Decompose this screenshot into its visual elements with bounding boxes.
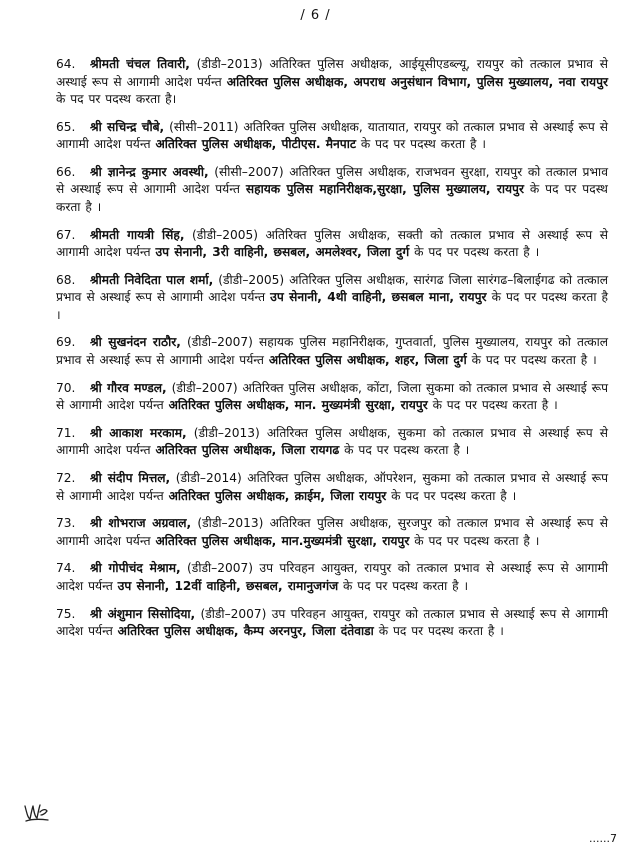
- entry-number: 74.: [56, 561, 76, 576]
- entry-number: 65.: [56, 119, 76, 134]
- posting-location: अतिरिक्त पुलिस अधीक्षक, शहर, जिला दुर्ग: [268, 352, 467, 367]
- order-entry: [56, 425, 608, 460]
- posting-location: उप सेनानी, 12वीं वाहिनी, छसबल, रामानुजगंज: [117, 578, 339, 593]
- posting-location: अतिरिक्त पुलिस अधीक्षक, क्राईम, जिला रायपुर: [168, 488, 387, 503]
- entry-text: (डीडी–2005) अतिरिक्त पुलिस अधीक्षक, सारंगढ जिला सारंगढ–बिलाईगढ को तत्काल प्रभाव से अस्थाई रूप से आगामी आदेश पर्यन्त: [56, 272, 608, 305]
- officer-name: श्री सचिन्द्र चौबे,: [90, 119, 165, 134]
- entry-suffix: के पद पर पदस्थ करता है ।: [386, 488, 517, 503]
- entry-suffix: के पद पर पदस्थ करता है।: [56, 92, 177, 106]
- entry-number: 70.: [56, 380, 76, 395]
- entry-suffix: के पद पर पदस्थ करता है ।: [427, 398, 558, 413]
- entry-text: (डीडी–2007) सहायक पुलिस महानिरीक्षक, गुप्तवार्ता, पुलिस मुख्यालय, रायपुर को तत्काल प्रभाव से अस्थाई रूप से आगामी आदेश पर्यन्त: [56, 335, 609, 367]
- officer-name: श्री शोभराज अग्रवाल,: [90, 516, 192, 531]
- officer-name: श्री आकाश मरकाम,: [90, 425, 187, 440]
- order-entry: [56, 470, 608, 505]
- entry-suffix: के पद पर पदस्थ करता है ।: [356, 137, 486, 152]
- order-entries: [56, 56, 608, 651]
- entry-text: (सीसी–2007) अतिरिक्त पुलिस अधीक्षक, राजभवन सुरक्षा, रायपुर को तत्काल प्रभाव से अस्थाई रूप से आगामी आदेश पर्यन्त: [56, 164, 608, 197]
- entry-number: 75.: [56, 606, 76, 621]
- posting-location: उप सेनानी, 3री वाहिनी, छसबल, अमलेश्वर, जिला दुर्ग: [155, 245, 410, 260]
- order-entry: [56, 560, 608, 595]
- officer-name: श्री गौरव मण्डल,: [90, 380, 167, 395]
- entry-text: (सीसी–2011) अतिरिक्त पुलिस अधीक्षक, यातायात, रायपुर को तत्काल प्रभाव से अस्थाई रूप से आगामी आदेश पर्यन्त: [56, 119, 608, 152]
- next-page-marker: ......7: [589, 832, 617, 845]
- entry-suffix: के पद पर पदस्थ करता है ।: [56, 290, 608, 322]
- entry-number: 69.: [56, 335, 76, 350]
- entry-number: 64.: [56, 57, 76, 71]
- posting-location: अतिरिक्त पुलिस अधीक्षक, कैम्प अरनपुर, जिला दंतेवाडा: [117, 624, 374, 639]
- officer-name: श्री अंशुमान सिसोदिया,: [90, 606, 196, 621]
- entry-suffix: के पद पर पदस्थ करता है ।: [409, 533, 540, 548]
- order-entry: [56, 380, 608, 415]
- order-entry: [56, 334, 608, 369]
- officer-name: श्री गोपीचंद मेश्राम,: [90, 561, 181, 576]
- officer-name: श्री ज्ञानेन्द्र कुमार अवस्थी,: [90, 164, 209, 179]
- officer-name: श्रीमती निवेदिता पाल शर्मा,: [90, 272, 214, 287]
- entry-number: 73.: [56, 516, 76, 531]
- order-entry: [56, 119, 608, 154]
- entry-suffix: के पद पर पदस्थ करता है ।: [409, 245, 540, 260]
- entry-number: 68.: [56, 272, 76, 287]
- posting-location: उप सेनानी, 4थी वाहिनी, छसबल माना, रायपुर: [270, 290, 487, 305]
- posting-location: सहायक पुलिस महानिरीक्षक,सुरक्षा, पुलिस मुख्यालय, रायपुर: [245, 182, 524, 197]
- order-entry: [56, 56, 608, 109]
- entry-text: (डीडी–2013) अतिरिक्त पुलिस अधीक्षक, सुरजपुर को तत्काल प्रभाव से अस्थाई रूप से आगामी आदेश पर्यन्त: [56, 516, 609, 548]
- officer-name: श्रीमती चंचल तिवारी,: [90, 57, 190, 71]
- entry-suffix: के पद पर पदस्थ करता है ।: [56, 182, 608, 214]
- posting-location: अतिरिक्त पुलिस अधीक्षक, जिला रायगढ: [155, 443, 340, 458]
- officer-name: श्री सुखनंदन राठौर,: [90, 335, 181, 350]
- entry-text: (डीडी–2013) अतिरिक्त पुलिस अधीक्षक, आईयूसीएडब्ल्यू, रायपुर को तत्काल प्रभाव से अस्थाई रूप से आगामी आदेश पर्यन्त: [56, 57, 608, 89]
- page-number: / 6 /: [300, 8, 331, 23]
- posting-location: अतिरिक्त पुलिस अधीक्षक, मान. मुख्यमंत्री सुरक्षा, रायपुर: [168, 398, 428, 413]
- entry-suffix: के पद पर पदस्थ करता है ।: [339, 443, 470, 458]
- order-entry: [56, 272, 608, 325]
- entry-suffix: के पद पर पदस्थ करता है ।: [338, 578, 469, 593]
- officer-name: श्रीमती गायत्री सिंह,: [90, 227, 185, 242]
- entry-number: 71.: [56, 425, 76, 440]
- order-entry: [56, 515, 608, 550]
- entry-suffix: के पद पर पदस्थ करता है ।: [373, 624, 504, 639]
- entry-number: 72.: [56, 471, 76, 485]
- entry-text: (डीडी–2007) उप परिवहन आयुक्त, रायपुर को तत्काल प्रभाव से अस्थाई रूप से आगामी आदेश पर्यन्त: [56, 561, 609, 593]
- order-entry: [56, 164, 608, 217]
- entry-number: 67.: [56, 227, 76, 242]
- entry-text: (डीडी–2007) उप परिवहन आयुक्त, रायपुर को तत्काल प्रभाव से अस्थाई रूप से आगामी आदेश पर्यन्त: [56, 606, 608, 639]
- order-entry: [56, 227, 608, 262]
- entry-text: (डीडी–2014) अतिरिक्त पुलिस अधीक्षक, ऑपरेशन, सुकमा को तत्काल प्रभाव से अस्थाई रूप से आगामी आदेश पर्यन्त: [56, 471, 608, 503]
- officer-name: श्री संदीप मित्तल,: [90, 471, 171, 485]
- posting-location: अतिरिक्त पुलिस अधीक्षक, पीटीएस. मैनपाट: [155, 137, 356, 152]
- entry-text: (डीडी–2013) अतिरिक्त पुलिस अधीक्षक, सुकमा को तत्काल प्रभाव से अस्थाई रूप से आगामी आदेश पर्यन्त: [56, 425, 608, 458]
- entry-number: 66.: [56, 164, 76, 179]
- entry-text: (डीडी–2007) अतिरिक्त पुलिस अधीक्षक, कोंटा, जिला सुकमा को तत्काल प्रभाव से अस्थाई रूप से आगामी आदेश पर्यन्त: [56, 380, 609, 413]
- order-entry: [56, 606, 608, 641]
- entry-suffix: के पद पर पदस्थ करता है ।: [466, 352, 597, 367]
- posting-location: अतिरिक्त पुलिस अधीक्षक, अपराध अनुसंधान विभाग, पुलिस मुख्यालय, नवा रायपुर: [226, 74, 608, 89]
- initials-signature: [22, 800, 50, 824]
- posting-location: अतिरिक्त पुलिस अधीक्षक, मान.मुख्यमंत्री सुरक्षा, रायपुर: [155, 533, 410, 548]
- entry-text: (डीडी–2005) अतिरिक्त पुलिस अधीक्षक, सक्ती को तत्काल प्रभाव से अस्थाई रूप से आगामी आदेश पर्यन्त: [56, 227, 608, 260]
